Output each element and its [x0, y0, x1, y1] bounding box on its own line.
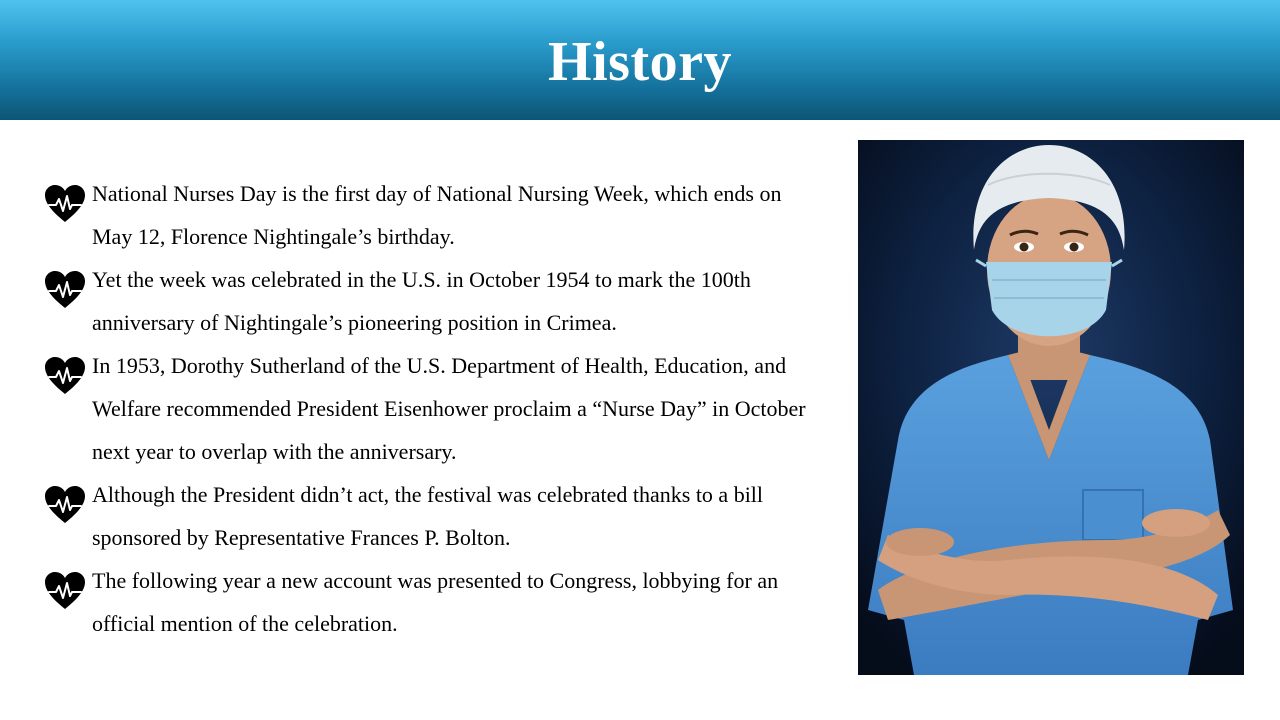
bullet-text: National Nurses Day is the first day of National Nursing Week, which ends on May 12, Florence Nightingale’s birthday. [92, 181, 782, 249]
bullet-item [44, 258, 824, 344]
bullet-item [44, 344, 824, 473]
bullet-text: In 1953, Dorothy Sutherland of the U.S. Department of Health, Education, and Welfare recommended President Eisenhower proclaim a “Nurse Day” in October next year to overlap with the anniversary. [92, 353, 806, 464]
bullet-item [44, 172, 824, 258]
bullet-item [44, 559, 824, 645]
heart-pulse-icon [44, 485, 86, 525]
nurse-photo [858, 140, 1244, 675]
heart-pulse-icon [44, 184, 86, 224]
bullet-item [44, 473, 824, 559]
heart-pulse-icon [44, 356, 86, 396]
title-banner [0, 0, 1280, 120]
bullet-list [44, 172, 824, 645]
bullet-text: Yet the week was celebrated in the U.S. in October 1954 to mark the 100th anniversary of Nightingale’s pioneering position in Crimea. [92, 267, 751, 335]
bullet-text: Although the President didn’t act, the festival was celebrated thanks to a bill sponsored by Representative Frances P. Bolton. [92, 482, 764, 550]
heart-pulse-icon [44, 571, 86, 611]
slide-title: History [548, 31, 732, 93]
bullet-text: The following year a new account was presented to Congress, lobbying for an official mention of the celebration. [92, 568, 779, 636]
nurse-illustration [858, 140, 1244, 675]
heart-pulse-icon [44, 270, 86, 310]
